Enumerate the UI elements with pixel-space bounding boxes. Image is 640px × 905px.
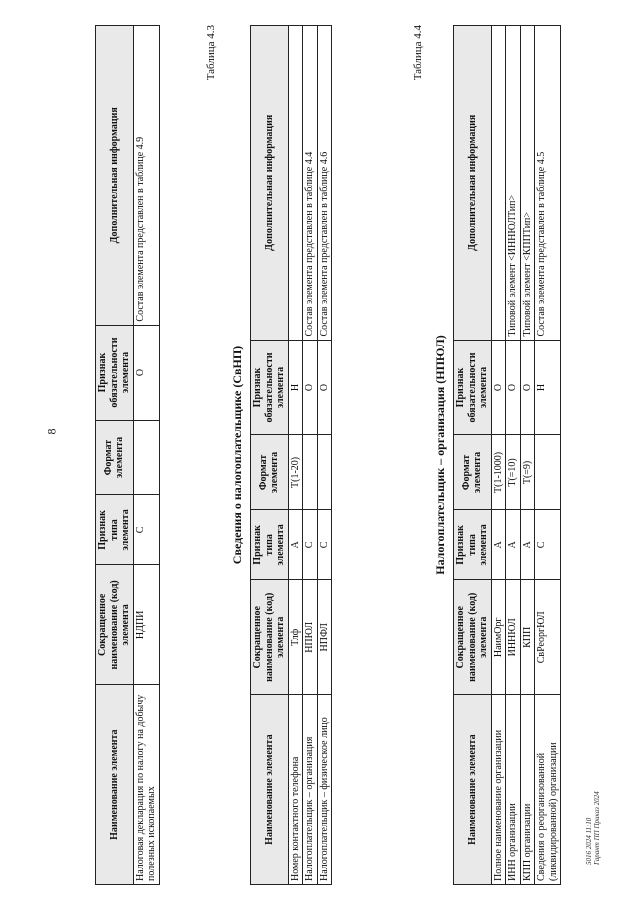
table-row: [506, 26, 521, 885]
page-number: 8: [44, 428, 59, 435]
table-cell: С: [133, 495, 159, 565]
table-44-title: Налогоплательщик – организация (НПЮЛ): [433, 335, 447, 575]
table-cell: КПП организации: [520, 695, 535, 885]
table-43-label: Таблица 4.3: [205, 25, 217, 81]
table-cell: Состав элемента представлен в таблице 4.6: [317, 26, 332, 341]
header-cell: Дополнительная информация: [251, 26, 289, 341]
footer-stamp: [585, 665, 602, 865]
table-cell: Н: [535, 340, 561, 435]
table-cell: С: [317, 510, 332, 580]
table-cell: СвРеоргЮЛ: [535, 580, 561, 695]
header-cell: Признак типа элемента: [96, 495, 134, 565]
table-cell: Налогоплательщик – физическое лицо: [317, 695, 332, 885]
table-header-row: [454, 26, 492, 885]
table-cell: А: [288, 510, 303, 580]
table-cell: О: [317, 340, 332, 435]
table-cell: Состав элемента представлен в таблице 4.4: [303, 26, 318, 341]
header-cell: Признак обязательности элемента: [454, 340, 492, 435]
table-row: [520, 26, 535, 885]
table-row: [133, 26, 159, 885]
footer-line-2: Гарант ПП Приказ 2024: [593, 791, 602, 865]
table-cell: О: [520, 340, 535, 435]
table-row: [317, 26, 332, 885]
table-cell: Состав элемента представлен в таблице 4.5: [535, 26, 561, 341]
table-cell: О: [506, 340, 521, 435]
table-44-label: Таблица 4.4: [412, 25, 424, 81]
table-cell: ИННЮЛ: [506, 580, 521, 695]
table-cell: [288, 26, 303, 341]
table-cell: T(=9): [520, 435, 535, 510]
table-row: [535, 26, 561, 885]
table-cell: Налоговая декларация по налогу на добычу полезных ископаемых: [133, 685, 159, 885]
header-cell: Формат элемента: [251, 435, 289, 510]
table-cell: Н: [288, 340, 303, 435]
table-cell: О: [133, 325, 159, 420]
table-cell: А: [491, 510, 506, 580]
table-cell: Тлф: [288, 580, 303, 695]
header-cell: Признак типа элемента: [251, 510, 289, 580]
header-cell: Наименование элемента: [454, 695, 492, 885]
header-cell: Наименование элемента: [251, 695, 289, 885]
table-cell: С: [535, 510, 561, 580]
header-cell: Формат элемента: [96, 420, 134, 495]
table-cell: Полное наименование организации: [491, 695, 506, 885]
table-cell: Состав элемента представлен в таблице 4.9: [133, 26, 159, 326]
header-cell: Признак обязательности элемента: [251, 340, 289, 435]
table-header-row: [251, 26, 289, 885]
table-cell: Налогоплательщик – организация: [303, 695, 318, 885]
table-row: [303, 26, 318, 885]
header-cell: Сокращенное наименование (код) элемента: [454, 580, 492, 695]
table-cell: T(1-1000): [491, 435, 506, 510]
table-cell: Типовой элемент <ИННЮЛТип>: [506, 26, 521, 341]
table-cell: А: [520, 510, 535, 580]
header-cell: Формат элемента: [454, 435, 492, 510]
table-row: [491, 26, 506, 885]
table-cell: О: [491, 340, 506, 435]
table-4-3: [250, 25, 332, 885]
header-cell: Сокращенное наименование (код) элемента: [96, 565, 134, 685]
table-43-title: Сведения о налогоплательщике (СвНП): [230, 345, 244, 565]
table-cell: [491, 26, 506, 341]
table-cell: Сведения о реорганизованной (ликвидированной) организации: [535, 695, 561, 885]
table-cell: T(1-20): [288, 435, 303, 510]
table-cell: Типовой элемент <КППТип>: [520, 26, 535, 341]
table-cell: А: [506, 510, 521, 580]
header-cell: Наименование элемента: [96, 685, 134, 885]
table-row: [288, 26, 303, 885]
table-top: [95, 25, 160, 885]
table-4-4: [453, 25, 561, 885]
header-cell: Дополнительная информация: [454, 26, 492, 341]
table-cell: С: [303, 510, 318, 580]
table-cell: НаимОрг: [491, 580, 506, 695]
header-cell: Признак типа элемента: [454, 510, 492, 580]
table-cell: НПЮЛ: [303, 580, 318, 695]
table-cell: [303, 435, 318, 510]
table-cell: T(=10): [506, 435, 521, 510]
table-cell: НДПИ: [133, 565, 159, 685]
table-cell: ИНН организации: [506, 695, 521, 885]
header-cell: Дополнительная информация: [96, 26, 134, 326]
table-cell: [133, 420, 159, 495]
table-cell: КПП: [520, 580, 535, 695]
table-cell: О: [303, 340, 318, 435]
table-cell: Номер контактного телефона: [288, 695, 303, 885]
table-header-row: [96, 26, 134, 885]
header-cell: Сокращенное наименование (код) элемента: [251, 580, 289, 695]
table-cell: [535, 435, 561, 510]
table-cell: НПФЛ: [317, 580, 332, 695]
header-cell: Признак обязательности элемента: [96, 325, 134, 420]
table-cell: [317, 435, 332, 510]
footer-line-1: 5016 2024 11:10: [585, 817, 593, 865]
